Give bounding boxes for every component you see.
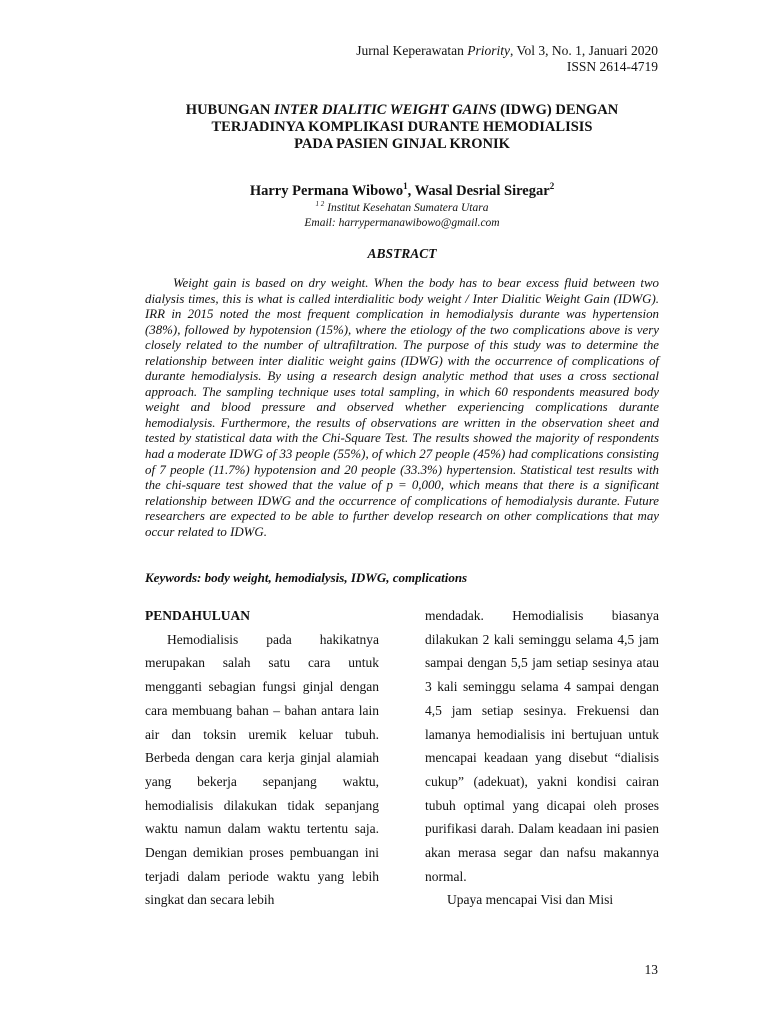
journal-name: Jurnal Keperawatan xyxy=(356,43,468,58)
paper-title xyxy=(145,102,659,153)
section-heading: PENDAHULUAN xyxy=(145,608,251,623)
body-paragraph: Upaya mencapai Visi dan Misi xyxy=(447,892,614,908)
author-affil-mark: 1 xyxy=(403,181,408,191)
title-part: HUBUNGAN xyxy=(185,102,275,118)
title-part: (IDWG) DENGAN xyxy=(496,102,619,118)
title-line-2: TERJADINYA KOMPLIKASI DURANTE HEMODIALISIS xyxy=(211,119,593,135)
abstract-heading: ABSTRACT xyxy=(367,246,437,261)
author-name: Harry Permana Wibowo xyxy=(249,182,404,199)
body-column-left xyxy=(145,604,379,912)
abstract-body: Weight gain is based on dry weight. When the body has to bear excess fluid between two dialysis times, this is what is called interdialitic body weight / Inter Dialitic Weight Gain (IDWG). IRR in 2015 noted the most frequent complication in hemodialysis durante was hypertension (38%), followed by hypotension (15%), where the etiology of the two complications above is very closely related to the number of ultrafiltration. The purpose of this study was to determine the relationship between inter dialitic weight gains (IDWG) with the occurrence of complications of durante hemodialysis. By using a research design analytic method that uses a cross sectional approach. The sampling technique uses total sampling, in which 60 respondents measured body weight and blood pressure and observed whether experiencing complications durante hemodialysis. Furthermore, the results of observations are written in the observation sheet and tested by statistical data with the Chi-Square Test. The results showed the majority of respondents had a moderate IDWG of 33 people (55%), of which 27 people (45%) had complications consisting of 7 people (11.7%) hypotension and 20 people (33.3%) hypertension. Statistical test results with the chi-square test showed that the value of p = 0,000, which means that there is a significant relationship between IDWG and the occurrence of complications of hemodialysis durante. Future researchers are expected to be able to further develop research on other complications that may occur related to IDWG. xyxy=(145,276,659,539)
affiliation xyxy=(145,197,659,231)
body-paragraph: mendadak. Hemodialisis biasanya dilakukan 2 kali seminggu selama 4,5 jam sampai dengan 5,5 jam setiap sesinya atau 3 kali seminggu selama 4 sampai dengan 4,5 jam setiap sesinya. Frekuensi dan lamanya hemodialisis ini bertujuan untuk mencapai keadaan yang disebut “dialisis cukup” (adekuat), yakni kondisi cairan tubuh optimal yang dicapai oleh proses purifikasi darah. Dalam keadaan ini pasien akan merasa segar dan nafsu makannya normal. xyxy=(425,608,659,884)
journal-name-italic: Priority xyxy=(467,43,510,58)
journal-citation xyxy=(356,43,658,59)
journal-header xyxy=(356,43,658,75)
journal-volume: , Vol 3, No. 1, Januari 2020 xyxy=(510,43,658,58)
author-affil-mark: 2 xyxy=(549,181,555,191)
keywords: Keywords: body weight, hemodialysis, IDWG, complications xyxy=(145,570,468,585)
title-line-1 xyxy=(145,102,659,119)
author-separator: , xyxy=(407,182,415,199)
author-name: Wasal Desrial Siregar xyxy=(414,182,550,199)
journal-issn: ISSN 2614-4719 xyxy=(566,59,658,74)
page-number: 13 xyxy=(644,962,658,977)
title-line-3: PADA PASIEN GINJAL KRONIK xyxy=(294,136,510,152)
affil-mark: 1 2 xyxy=(315,200,325,208)
institution-name: Institut Kesehatan Sumatera Utara xyxy=(324,201,489,214)
body-paragraph: Hemodialisis pada hakikatnya merupakan salah satu cara untuk mengganti sebagian fungsi ginjal dengan cara membuang bahan – bahan antara lain air dan toksin uremik keluar tubuh. Berbeda dengan cara kerja ginjal alamiah yang bekerja sepanjang waktu, hemodialisis dilakukan tidak sepanjang waktu namun dalam waktu tertentu saja. Dengan demikian proses pembuangan ini terjadi dalam periode waktu yang lebih singkat dan secara lebih xyxy=(145,631,379,908)
institution xyxy=(145,197,659,216)
author-email: Email: harrypermanawibowo@gmail.com xyxy=(304,216,500,229)
title-part-italic: INTER DIALITIC WEIGHT GAINS xyxy=(274,102,497,118)
body-column-right xyxy=(425,604,659,912)
